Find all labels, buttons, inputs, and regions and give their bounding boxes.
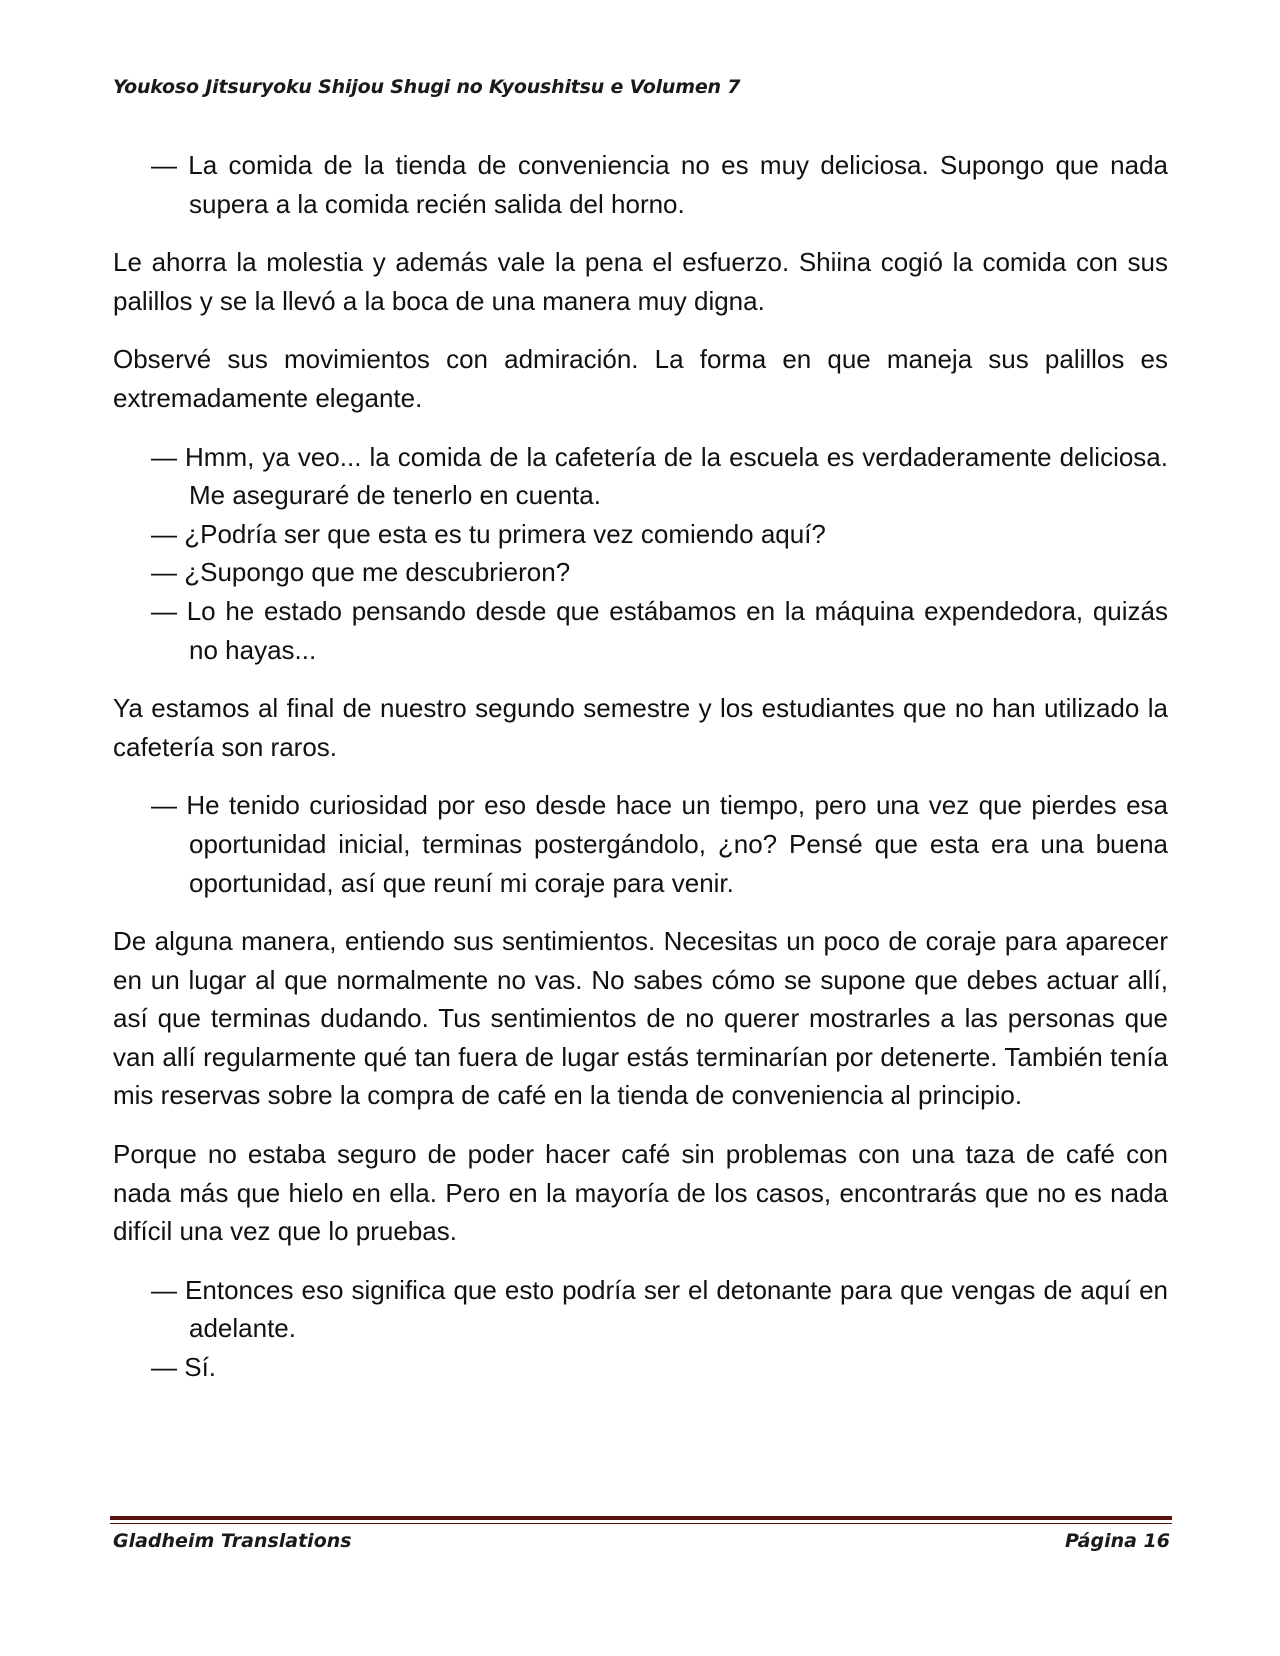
paragraph: Porque no estaba seguro de poder hacer café sin problemas con una taza de café con nada más que hielo en ella. Pero en la mayoría de los casos, encontrarás que no es nada difícil una vez que lo pruebas.: [113, 1139, 1168, 1247]
paragraph: Ya estamos al final de nuestro segundo semestre y los estudiantes que no han utilizado la cafetería son raros.: [113, 693, 1168, 762]
dialog-group: [113, 1271, 1168, 1387]
footer-divider: [110, 1516, 1172, 1524]
body-text: [113, 146, 1168, 1407]
paragraph: De alguna manera, entiendo sus sentimientos. Necesitas un poco de coraje para aparecer en un lugar al que normalmente no vas. No sabes cómo se supone que debes actuar allí, así que terminas dudando. Tus sentimientos de no querer mostrarles a las personas que van allí regularmente qué tan fuera de lugar estás terminarían por detenerte. También tenía mis reservas sobre la compra de café en la tienda de conveniencia al principio.: [113, 926, 1168, 1111]
dialog-line: — ¿Supongo que me descubrieron?: [151, 557, 571, 588]
page-number: Página 16: [1064, 1530, 1170, 1552]
dialog-line: — Sí.: [151, 1352, 217, 1383]
paragraph: Le ahorra la molestia y además vale la pena el esfuerzo. Shiina cogió la comida con sus palillos y se la llevó a la boca de una manera muy digna.: [113, 247, 1168, 316]
footer-publisher: Gladheim Translations: [113, 1530, 352, 1552]
footer-rule-thin: [110, 1523, 1172, 1524]
dialog-line: — La comida de la tienda de conveniencia no es muy deliciosa. Supongo que nada supera a la comida recién salida del horno.: [151, 150, 1168, 219]
dialog-line: — He tenido curiosidad por eso desde hace un tiempo, pero una vez que pierdes esa oportunidad inicial, terminas postergándolo, ¿no? Pensé que esta era una buena oportunidad, así que reuní mi coraje para venir.: [151, 790, 1168, 898]
paragraph: Observé sus movimientos con admiración. La forma en que maneja sus palillos es extremadamente elegante.: [113, 344, 1168, 413]
dialog-line: — Hmm, ya veo... la comida de la cafetería de la escuela es verdaderamente deliciosa. Me aseguraré de tenerlo en cuenta.: [151, 441, 1168, 511]
dialog-line: — ¿Podría ser que esta es tu primera vez comiendo aquí?: [151, 518, 826, 549]
dialog-line: — Lo he estado pensando desde que estábamos en la máquina expendedora, quizás no hayas...: [151, 595, 1168, 665]
dialog-line: — Entonces eso significa que esto podría ser el detonante para que vengas de aquí en adelante.: [151, 1274, 1168, 1344]
dialog-group: [113, 786, 1168, 902]
dialog-group: [113, 438, 1168, 670]
running-header: Youkoso Jitsuryoku Shijou Shugi no Kyoushitsu e Volumen 7: [113, 76, 741, 98]
footer-rule-thick: [110, 1516, 1172, 1520]
